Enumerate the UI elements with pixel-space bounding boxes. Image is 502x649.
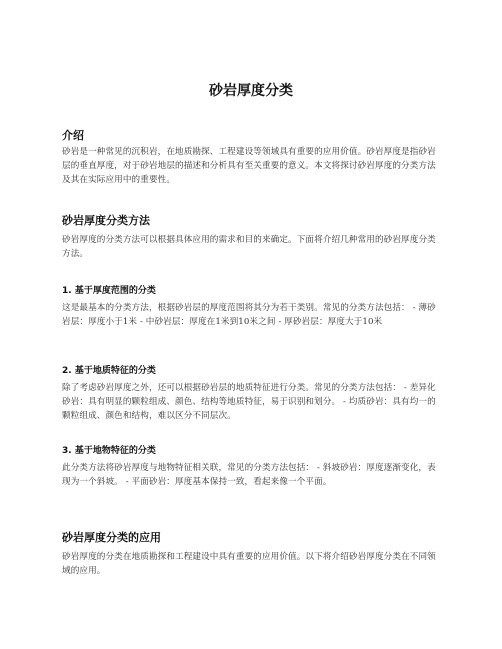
subsection-heading-geologic-features: 2. 基于地质特征的分类 (62, 366, 156, 376)
document-title: 砂岩厚度分类 (209, 83, 293, 99)
section-heading-applications: 砂岩厚度分类的应用 (62, 531, 161, 544)
subsection-body-thickness-range: 这是最基本的分类方法，根据砂岩层的厚度范围将其分为若干类别。常见的分类方法包括： - 薄砂岩层：厚度小于1米 - 中砂岩层：厚度在1米到10米之间 - 厚砂岩层：厚度大于10米 (62, 303, 436, 327)
section-body-applications: 砂岩厚度的分类在地质勘探和工程建设中具有重要的应用价值。以下将介绍砂岩厚度分类在不同领域的应用。 (62, 552, 436, 576)
section-body-intro: 砂岩是一种常见的沉积岩，在地质勘探、工程建设等领域具有重要的应用价值。砂岩厚度是指砂岩层的垂直厚度，对于砂岩地层的描述和分析具有至关重要的意义。本文将探讨砂岩厚度的分类方法及其在实际应用中的重要性。 (62, 147, 436, 185)
section-heading-methods: 砂岩厚度分类方法 (62, 214, 150, 227)
section-heading-intro: 介绍 (62, 129, 84, 142)
subsection-body-terrain-features: 此分类方法将砂岩厚度与地物特征相关联，常见的分类方法包括： - 斜坡砂岩：厚度逐渐变化，表现为一个斜坡。 - 平面砂岩：厚度基本保持一致，看起来像一个平面。 (62, 463, 436, 487)
section-body-methods: 砂岩厚度的分类方法可以根据具体应用的需求和目的来确定。下面将介绍几种常用的砂岩厚度分类方法。 (62, 235, 436, 259)
subsection-heading-thickness-range: 1. 基于厚度范围的分类 (62, 286, 156, 296)
subsection-heading-terrain-features: 3. 基于地物特征的分类 (62, 446, 156, 456)
subsection-body-geologic-features: 除了考虑砂岩厚度之外，还可以根据砂岩层的地质特征进行分类。常见的分类方法包括： - 差异化砂岩：具有明显的颗粒组成、颜色、结构等地质特征，易于识别和划分。 - 均质砂岩：具有均一的颗粒组成、颜色和结构，难以区分不同层次。 (62, 383, 436, 421)
